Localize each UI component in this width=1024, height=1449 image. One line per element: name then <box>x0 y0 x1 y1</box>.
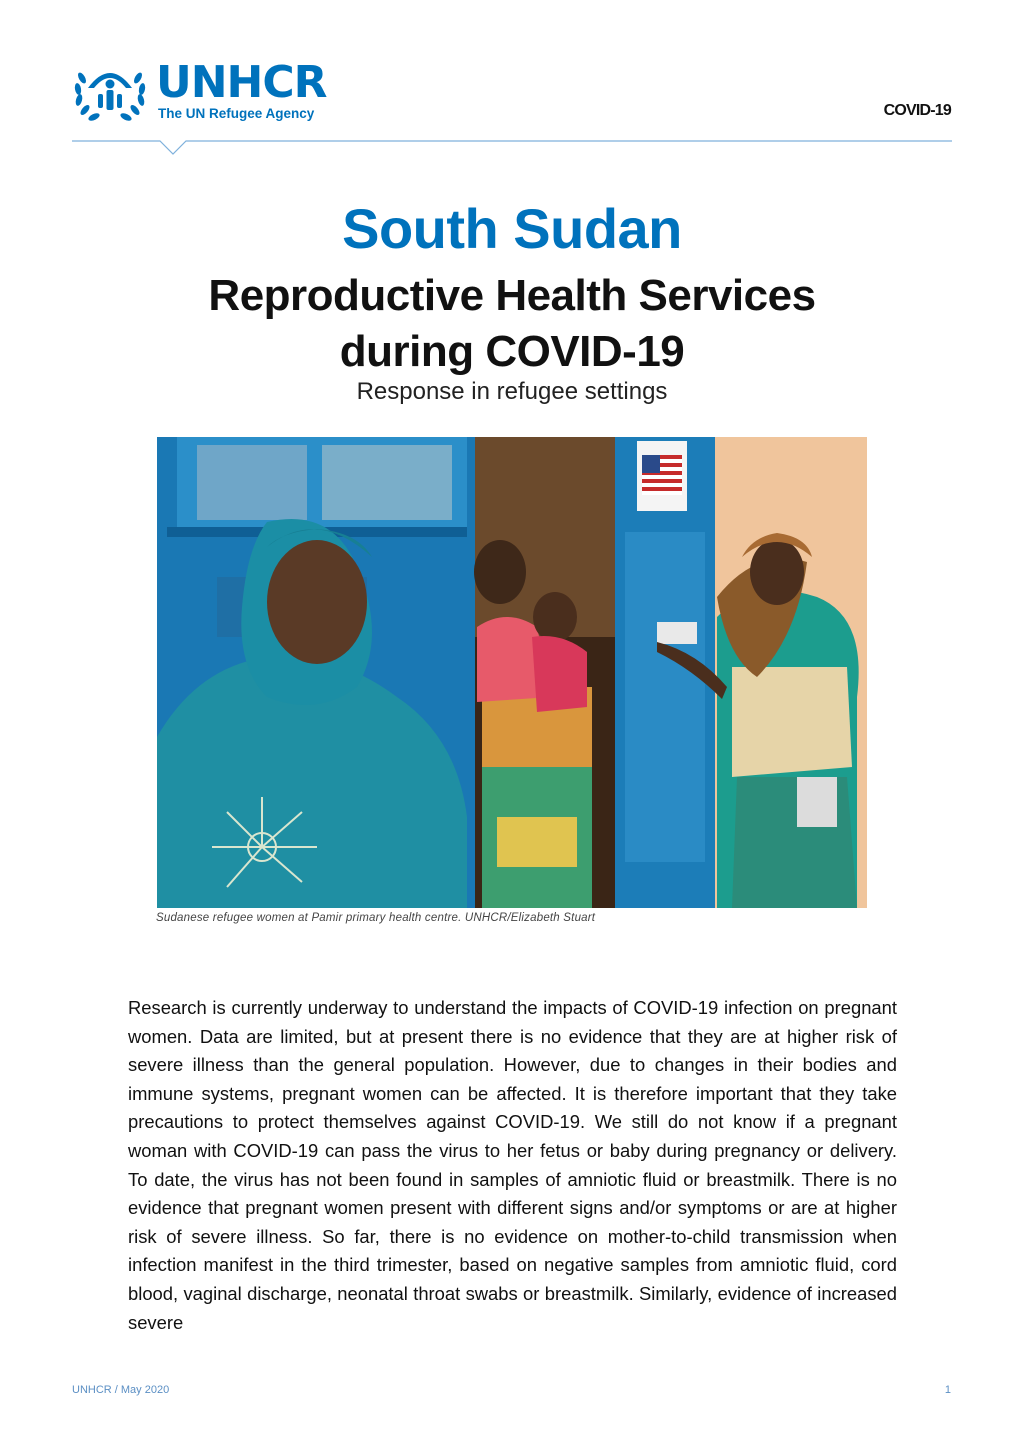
unhcr-emblem-icon <box>72 58 148 124</box>
logo-wordmark: UNHCR <box>156 57 327 108</box>
unhcr-logo <box>72 58 362 128</box>
page-subtitle <box>0 268 1024 380</box>
logo-tagline: The UN Refugee Agency <box>158 106 315 121</box>
series-tag: COVID-19 <box>883 102 951 119</box>
subtitle-line-1: Reproductive Health Services <box>208 271 816 320</box>
page-header <box>0 0 1024 160</box>
photo-caption: Sudanese refugee women at Pamir primary health centre. UNHCR/Elizabeth Stuart <box>156 912 596 924</box>
body-paragraph: Research is currently underway to understand the impacts of COVID-19 infection on pregnant women. Data are limited, but at present there is no evidence that they are at higher risk of severe illness than the general population. However, due to changes in their bodies and immune systems, pregnant women can be affected. It is therefore important that they take precautions to protect themselves against COVID-19. We still do not know if a pregnant woman with COVID-19 can pass the virus to her fetus or baby during pregnancy or delivery. To date, the virus has not been found in samples of amniotic fluid or breastmilk. There is no evidence that pregnant women present with different signs and/or symptoms or are at higher risk of severe illness. So far, there is no evidence on mother-to-child transmission when infection manifest in the third trimester, based on negative samples from amniotic fluid, cord blood, vaginal discharge, neonatal throat swabs or breastmilk. Similarly, evidence of increased severe <box>128 997 897 1333</box>
cover-photo-illustration <box>157 437 867 908</box>
footer-source: UNHCR / May 2020 <box>72 1384 170 1396</box>
subtitle-line-2: during COVID-19 <box>339 327 685 376</box>
page-tagline: Response in refugee settings <box>356 378 668 405</box>
page-title: South Sudan <box>342 197 682 260</box>
flag-icon <box>642 455 682 495</box>
header-divider <box>72 140 952 158</box>
page-number: 1 <box>944 1384 951 1396</box>
cover-photo <box>157 437 867 908</box>
